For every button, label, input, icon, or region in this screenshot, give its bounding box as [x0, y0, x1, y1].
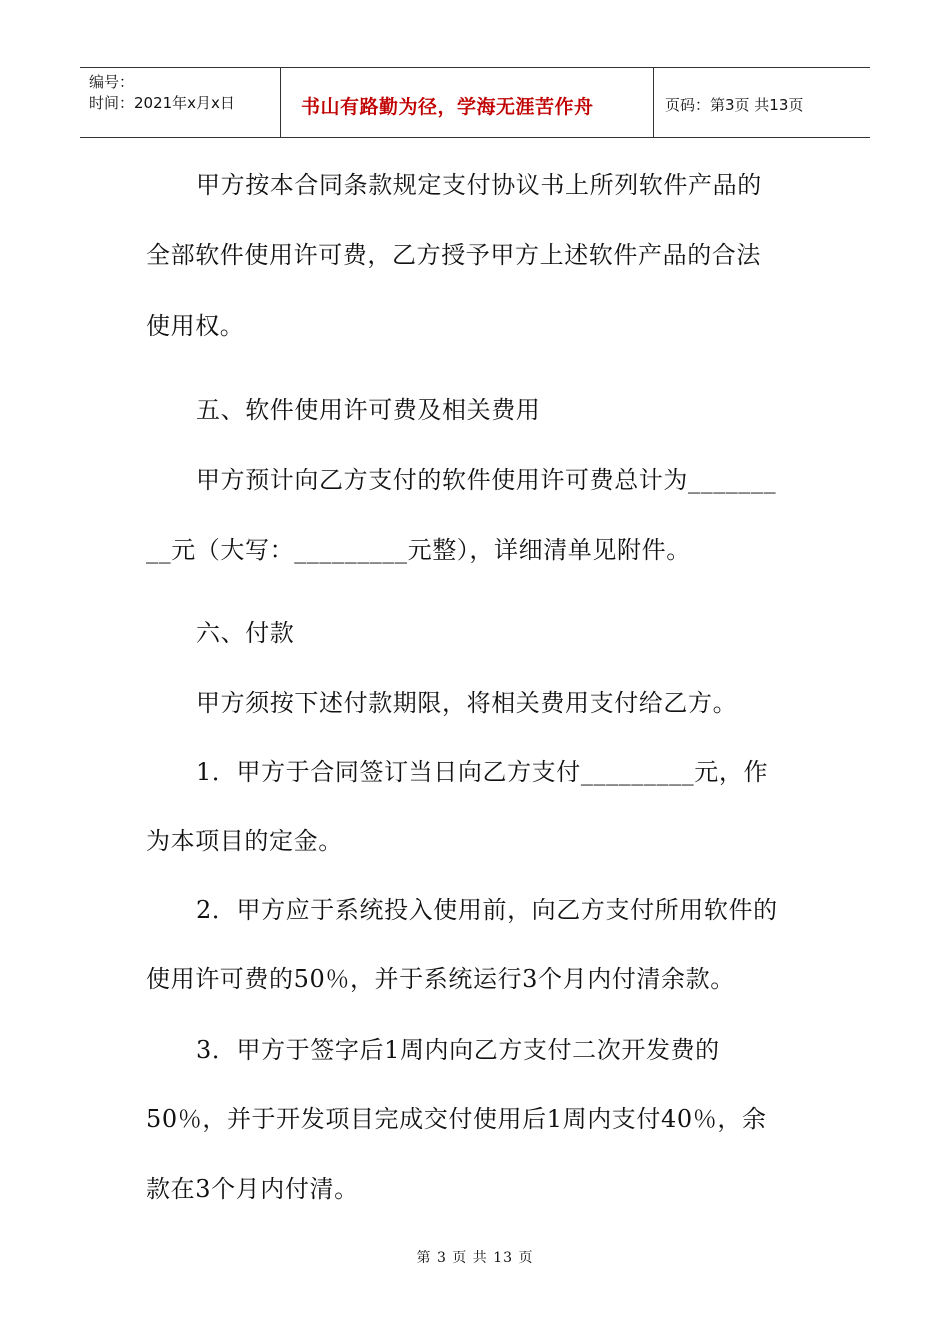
motto-text: 书山有路勤为径，学海无涯苦作舟: [301, 96, 594, 118]
header-motto-cell: [281, 68, 654, 137]
page-footer: 第 3 页 共 13 页: [416, 1250, 534, 1266]
list-item: 2．甲方应于系统投入使用前，向乙方支付所用软件的: [196, 896, 778, 924]
section-heading: 五、软件使用许可费及相关费用: [196, 396, 541, 424]
header-meta-cell: [80, 68, 281, 137]
code-label: 编号：: [89, 73, 135, 91]
paragraph-line: 为本项目的定金。: [146, 827, 343, 855]
paragraph-line: __元（大写：_________元整），详细清单见附件。: [146, 536, 691, 564]
paragraph-line: 款在3个月内付清。: [146, 1175, 359, 1203]
paragraph-line: 使用权。: [146, 312, 245, 340]
paragraph-line: 甲方按本合同条款规定支付协议书上所列软件产品的: [196, 171, 762, 199]
section-heading: 六、付款: [196, 619, 295, 647]
paragraph-line: 使用许可费的50％，并于系统运行3个月内付清余款。: [146, 965, 735, 993]
paragraph-line: 50％，并于开发项目完成交付使用后1周内支付40％，余: [146, 1105, 767, 1133]
paragraph-line: 甲方须按下述付款期限，将相关费用支付给乙方。: [196, 689, 738, 717]
paragraph-line: 全部软件使用许可费，乙方授予甲方上述软件产品的合法: [146, 241, 761, 269]
paragraph-line: 甲方预计向乙方支付的软件使用许可费总计为_______: [196, 466, 777, 494]
header-page-info: 页码：第3页 共13页: [665, 96, 804, 114]
header-table: [80, 67, 870, 138]
date-label: 时间：2021年x月x日: [89, 94, 235, 112]
list-item: 3．甲方于签字后1周内向乙方支付二次开发费的: [196, 1036, 720, 1064]
header-page-cell: [654, 68, 870, 137]
list-item: 1．甲方于合同签订当日向乙方支付_________元，作: [196, 758, 769, 786]
